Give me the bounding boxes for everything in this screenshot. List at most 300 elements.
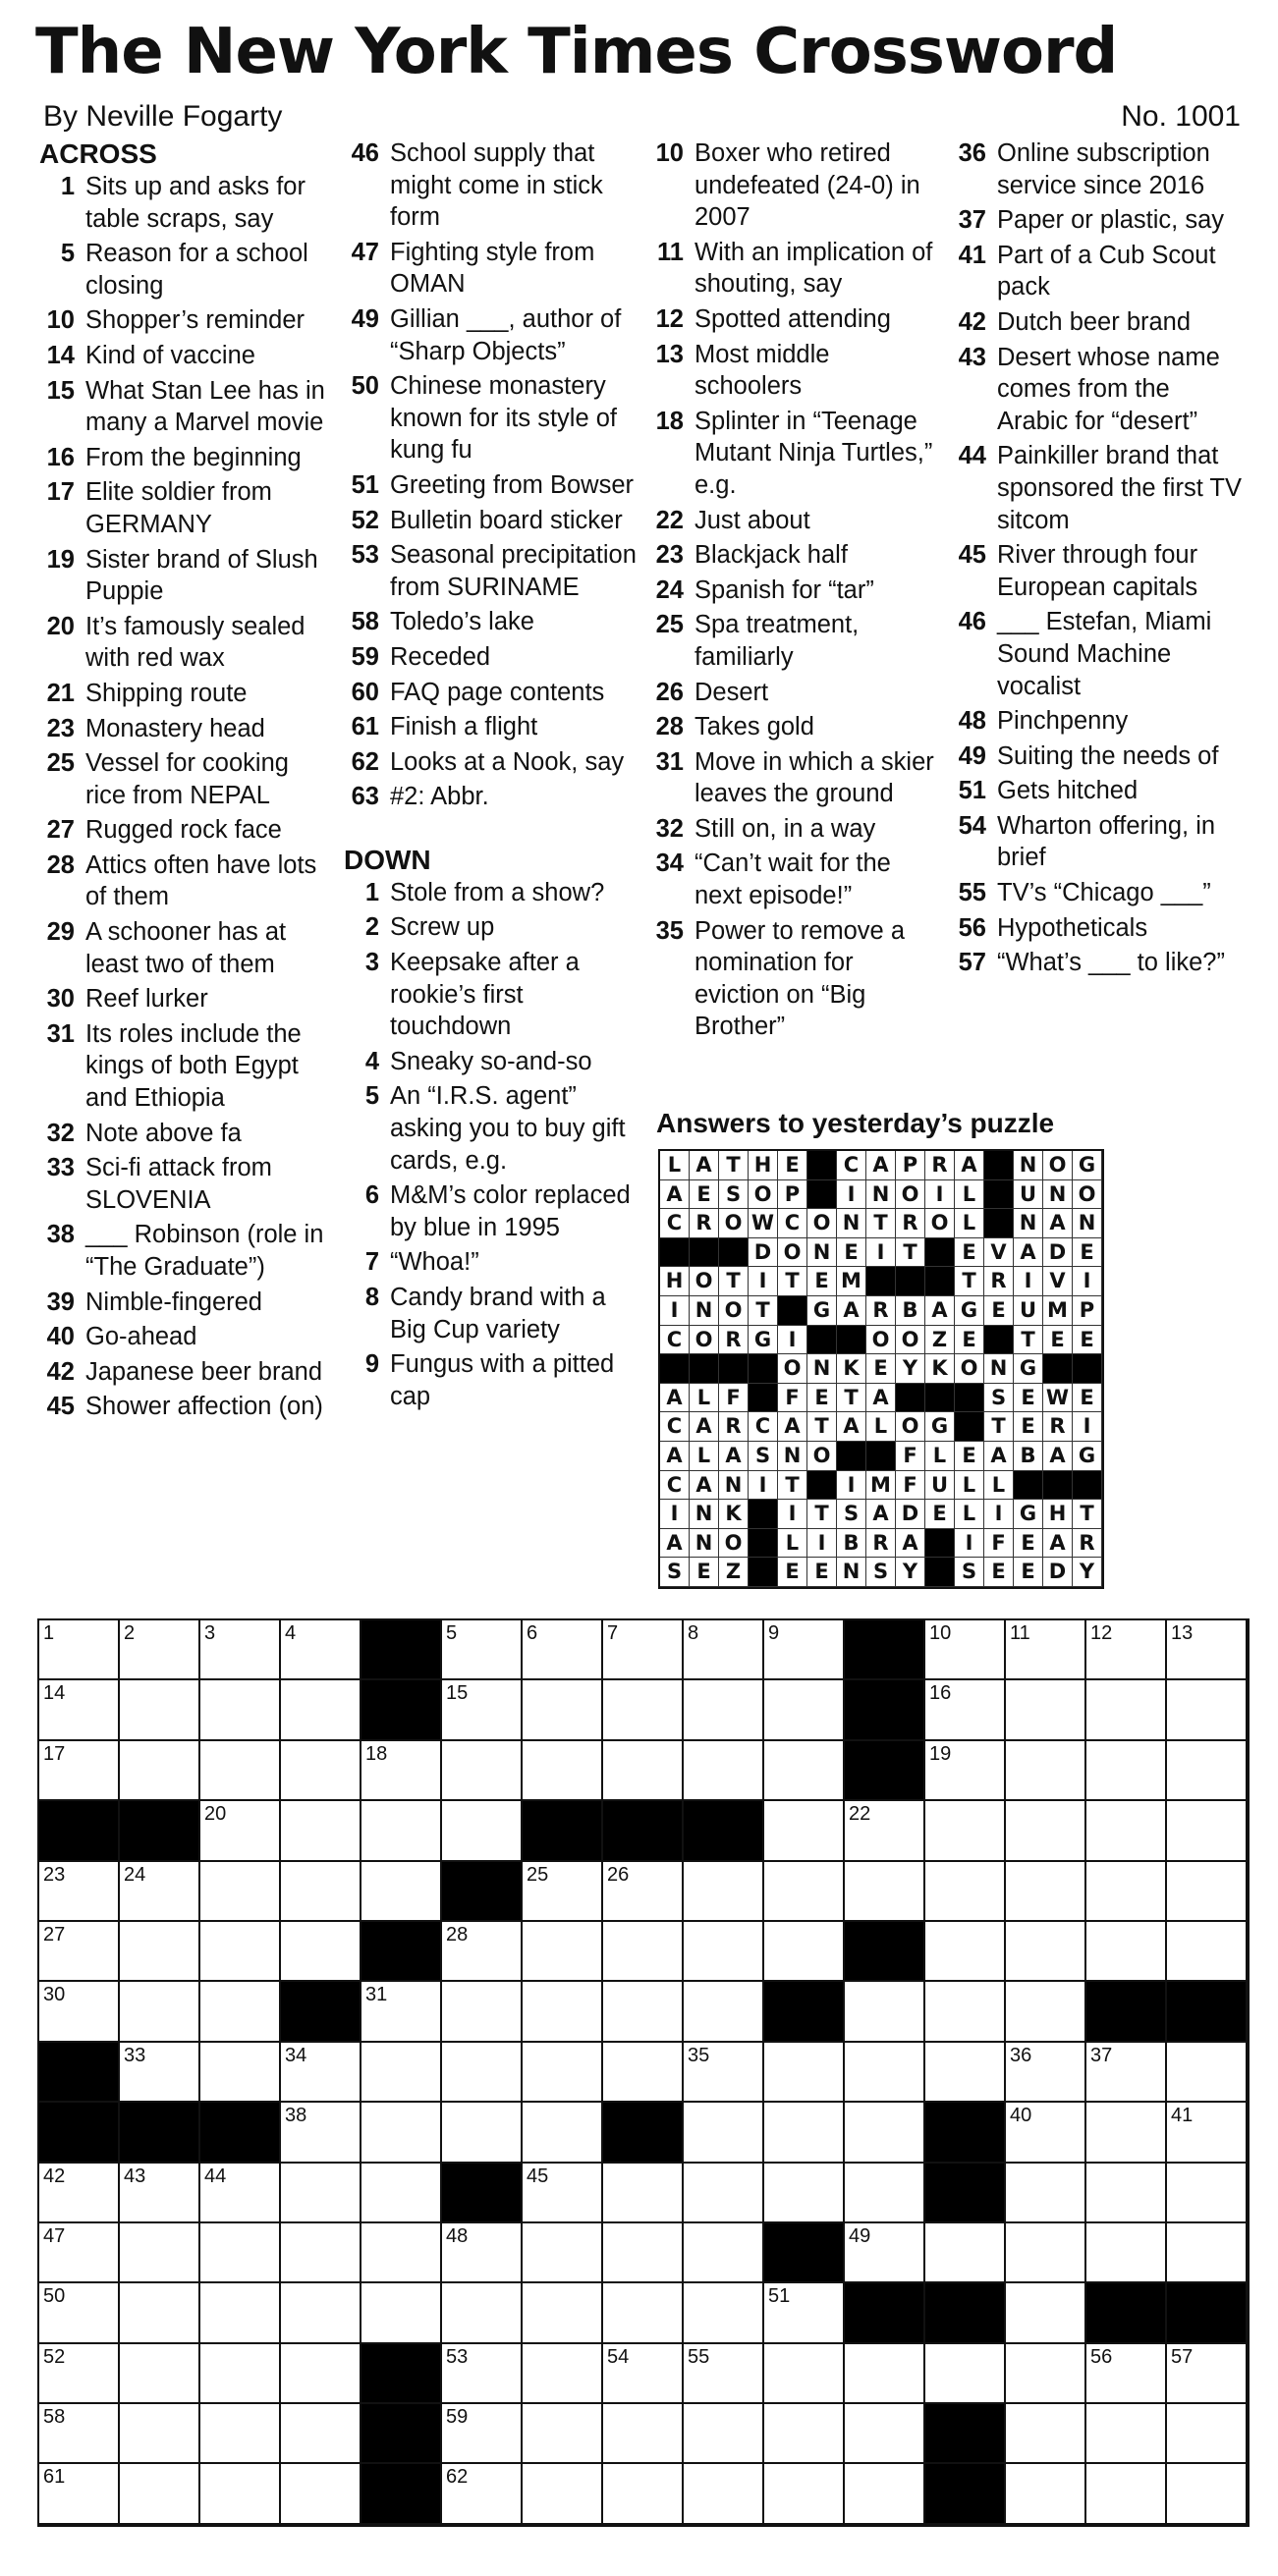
grid-cell[interactable] <box>684 2344 764 2404</box>
grid-cell[interactable] <box>120 1680 200 1740</box>
answer-letter: E <box>690 1558 719 1587</box>
answer-letter: E <box>984 1558 1014 1587</box>
clue-item[interactable] <box>951 204 1246 237</box>
grid-cell[interactable] <box>1086 2043 1167 2103</box>
grid-cell[interactable] <box>684 1741 764 1801</box>
grid-cell[interactable] <box>845 2043 925 2103</box>
clue-item[interactable] <box>344 1282 639 1345</box>
grid-cell[interactable] <box>442 1741 523 1801</box>
grid-cell[interactable] <box>1006 2344 1086 2404</box>
clue-item[interactable] <box>344 137 639 234</box>
clue-item[interactable] <box>39 171 334 235</box>
grid-cell[interactable] <box>764 2404 845 2464</box>
clue-item[interactable] <box>39 340 334 372</box>
grid-cell[interactable] <box>1086 2164 1167 2223</box>
grid-cell[interactable] <box>120 1982 200 2042</box>
clue-item[interactable] <box>344 1080 639 1177</box>
grid-cell[interactable] <box>1006 2283 1086 2343</box>
clue-item[interactable] <box>39 1321 334 1353</box>
clue-item[interactable] <box>39 1287 334 1319</box>
answer-letter: O <box>1043 1151 1073 1180</box>
clue-item[interactable] <box>39 1391 334 1423</box>
clue-item[interactable] <box>344 1246 639 1279</box>
grid-cell[interactable] <box>200 1862 281 1922</box>
grid-cell[interactable] <box>684 2223 764 2283</box>
clue-item[interactable] <box>344 677 639 709</box>
answer-letter: N <box>1014 1209 1043 1238</box>
grid-cell[interactable] <box>1086 2404 1167 2464</box>
grid-cell[interactable] <box>1167 1922 1248 1982</box>
grid-cell[interactable] <box>200 2164 281 2223</box>
clue-item[interactable] <box>344 469 639 502</box>
grid-cell[interactable] <box>1167 2164 1248 2223</box>
clue-item[interactable] <box>951 240 1246 303</box>
clue-item[interactable] <box>648 915 943 1043</box>
grid-cell[interactable] <box>281 1741 361 1801</box>
grid-cell[interactable] <box>200 1982 281 2042</box>
grid-cell[interactable] <box>523 1862 603 1922</box>
grid-cell[interactable] <box>361 1862 442 1922</box>
grid-cell[interactable] <box>39 2164 120 2223</box>
grid-cell[interactable] <box>39 2283 120 2343</box>
grid-cell[interactable] <box>120 1922 200 1982</box>
grid-cell[interactable] <box>1086 1801 1167 1861</box>
clue-number: 14 <box>46 341 75 369</box>
grid-cell[interactable] <box>281 2164 361 2223</box>
clue-item[interactable] <box>648 813 943 846</box>
cell-number: 51 <box>768 2285 791 2308</box>
grid-cell[interactable] <box>764 1862 845 1922</box>
grid-cell[interactable] <box>1086 1741 1167 1801</box>
grid-cell[interactable] <box>442 2404 523 2464</box>
grid-cell[interactable] <box>120 1862 200 1922</box>
answer-letter: E <box>1073 1238 1102 1268</box>
grid-cell[interactable] <box>845 2164 925 2223</box>
grid-cell[interactable] <box>523 2223 603 2283</box>
grid-cell[interactable] <box>200 1922 281 1982</box>
clue-item[interactable] <box>951 947 1246 979</box>
grid-cell[interactable] <box>1167 2464 1248 2524</box>
clue-item[interactable] <box>39 304 334 337</box>
grid-cell[interactable] <box>39 1620 120 1680</box>
clue-item[interactable] <box>951 539 1246 603</box>
grid-cell[interactable] <box>120 2464 200 2524</box>
grid-cell[interactable] <box>39 1982 120 2042</box>
grid-cell[interactable] <box>845 2344 925 2404</box>
clue-item[interactable] <box>39 238 334 301</box>
clue-item[interactable] <box>39 1219 334 1283</box>
grid-cell[interactable] <box>845 1982 925 2042</box>
grid-cell[interactable] <box>603 2164 684 2223</box>
grid-cell[interactable] <box>684 1680 764 1740</box>
clue-item[interactable] <box>951 775 1246 807</box>
grid-cell[interactable] <box>361 2043 442 2103</box>
grid-cell[interactable] <box>120 2344 200 2404</box>
grid-cell[interactable] <box>1167 2043 1248 2103</box>
grid-cell[interactable] <box>1086 1620 1167 1680</box>
grid-cell[interactable] <box>1086 1680 1167 1740</box>
clue-item[interactable] <box>39 544 334 608</box>
clue-item[interactable] <box>344 1348 639 1412</box>
grid-cell[interactable] <box>200 1801 281 1861</box>
clue-item[interactable] <box>951 877 1246 909</box>
grid-cell[interactable] <box>684 1982 764 2042</box>
grid-cell[interactable] <box>1006 2043 1086 2103</box>
grid-cell[interactable] <box>603 1620 684 1680</box>
grid-cell[interactable] <box>39 1741 120 1801</box>
grid-cell[interactable] <box>442 1922 523 1982</box>
grid-cell[interactable] <box>1006 1922 1086 1982</box>
clue-item[interactable] <box>951 306 1246 339</box>
answer-letter: Z <box>719 1558 749 1587</box>
grid-cell[interactable] <box>120 2223 200 2283</box>
grid-cell[interactable] <box>684 2464 764 2524</box>
grid-cell[interactable] <box>442 2223 523 2283</box>
grid-cell[interactable] <box>684 2283 764 2343</box>
grid-cell[interactable] <box>603 2223 684 2283</box>
clue-number: 63 <box>351 783 379 811</box>
grid-cell[interactable] <box>925 1862 1006 1922</box>
grid-cell[interactable] <box>523 2103 603 2163</box>
grid-cell[interactable] <box>120 1620 200 1680</box>
clue-item[interactable] <box>39 1018 334 1115</box>
grid-cell[interactable] <box>523 2283 603 2343</box>
grid-cell[interactable] <box>603 1862 684 1922</box>
clue-item[interactable] <box>951 342 1246 438</box>
grid-cell[interactable] <box>1167 1801 1248 1861</box>
clue-item[interactable] <box>39 1356 334 1389</box>
grid-cell[interactable] <box>200 2043 281 2103</box>
grid-cell[interactable] <box>361 2283 442 2343</box>
grid-cell[interactable] <box>120 2164 200 2223</box>
grid-cell[interactable] <box>603 2043 684 2103</box>
clue-item[interactable] <box>39 1118 334 1150</box>
grid-cell[interactable] <box>1006 2103 1086 2163</box>
answer-letter: T <box>1073 1500 1102 1529</box>
grid-cell[interactable] <box>523 1680 603 1740</box>
clue-item[interactable] <box>344 606 639 638</box>
grid-cell[interactable] <box>39 2344 120 2404</box>
grid-cell[interactable] <box>684 1922 764 1982</box>
grid-cell[interactable] <box>925 2344 1006 2404</box>
grid-cell[interactable] <box>523 1982 603 2042</box>
grid-cell[interactable] <box>1167 1862 1248 1922</box>
grid-cell[interactable] <box>39 2223 120 2283</box>
grid-cell[interactable] <box>1006 1741 1086 1801</box>
grid-cell[interactable] <box>39 1922 120 1982</box>
clue-number: 62 <box>351 747 379 776</box>
grid-cell[interactable] <box>603 1680 684 1740</box>
grid-cell[interactable] <box>764 1680 845 1740</box>
clue-item[interactable] <box>951 912 1246 945</box>
grid-cell[interactable] <box>200 1620 281 1680</box>
grid-cell[interactable] <box>684 2043 764 2103</box>
grid-cell[interactable] <box>603 2283 684 2343</box>
grid-cell[interactable] <box>523 1922 603 1982</box>
grid-cell[interactable] <box>523 1620 603 1680</box>
grid-cell[interactable] <box>1006 1620 1086 1680</box>
answer-letter: I <box>778 1500 807 1529</box>
grid-cell[interactable] <box>120 2404 200 2464</box>
grid-cell[interactable] <box>281 2344 361 2404</box>
grid-cell[interactable] <box>925 2043 1006 2103</box>
grid-cell[interactable] <box>764 2164 845 2223</box>
grid-cell[interactable] <box>523 2464 603 2524</box>
clue-item[interactable] <box>39 678 334 710</box>
grid-cell[interactable] <box>845 2223 925 2283</box>
grid-cell[interactable] <box>442 1982 523 2042</box>
grid-cell[interactable] <box>1086 2344 1167 2404</box>
grid-cell[interactable] <box>39 1680 120 1740</box>
clue-number: 15 <box>46 376 75 405</box>
grid-cell[interactable] <box>523 2043 603 2103</box>
grid-cell[interactable] <box>281 1620 361 1680</box>
clue-item[interactable] <box>39 850 334 913</box>
grid-cell[interactable] <box>764 2103 845 2163</box>
clue-item[interactable] <box>344 781 639 813</box>
grid-cell[interactable] <box>1006 1982 1086 2042</box>
grid-cell[interactable] <box>39 2404 120 2464</box>
clue-item[interactable] <box>39 1152 334 1216</box>
grid-cell[interactable] <box>925 1680 1006 1740</box>
grid-cell[interactable] <box>442 1680 523 1740</box>
grid-cell[interactable] <box>1167 2344 1248 2404</box>
grid-cell[interactable] <box>200 2344 281 2404</box>
grid-cell[interactable] <box>281 1680 361 1740</box>
grid-cell[interactable] <box>764 1741 845 1801</box>
grid-cell[interactable] <box>1086 1862 1167 1922</box>
clue-text: “Can’t wait for the next episode!” <box>695 850 891 910</box>
clue-number: 2 <box>364 913 379 942</box>
clue-item[interactable] <box>39 476 334 540</box>
clue-item[interactable] <box>344 877 639 909</box>
grid-cell[interactable] <box>603 2404 684 2464</box>
grid-cell[interactable] <box>200 2464 281 2524</box>
grid-cell[interactable] <box>925 1741 1006 1801</box>
grid-cell[interactable] <box>361 1741 442 1801</box>
clue-item[interactable] <box>648 137 943 234</box>
grid-cell[interactable] <box>925 1620 1006 1680</box>
grid-cell[interactable] <box>1167 1741 1248 1801</box>
clue-item[interactable] <box>344 746 639 779</box>
answer-letter: E <box>955 1442 984 1471</box>
clue-item[interactable] <box>344 237 639 301</box>
grid-cell[interactable] <box>200 2223 281 2283</box>
grid-cell[interactable] <box>442 2043 523 2103</box>
grid-cell[interactable] <box>764 1922 845 1982</box>
grid-cell[interactable] <box>442 2283 523 2343</box>
grid-cell[interactable] <box>1086 1922 1167 1982</box>
grid-cell[interactable] <box>281 2283 361 2343</box>
clue-item[interactable] <box>344 947 639 1043</box>
grid-cell[interactable] <box>1086 2223 1167 2283</box>
grid-cell[interactable] <box>281 1862 361 1922</box>
grid-cell[interactable] <box>200 1741 281 1801</box>
answer-letter: L <box>955 1180 984 1210</box>
grid-cell[interactable] <box>523 2164 603 2223</box>
grid-cell[interactable] <box>200 1680 281 1740</box>
clue-number: 17 <box>46 478 75 507</box>
grid-cell[interactable] <box>442 2344 523 2404</box>
clue-item[interactable] <box>344 1046 639 1078</box>
clue-item[interactable] <box>648 539 943 572</box>
clue-item[interactable] <box>648 303 943 336</box>
grid-cell[interactable] <box>603 2464 684 2524</box>
clue-text: Fungus with a pitted cap <box>390 1350 615 1410</box>
clue-item[interactable] <box>951 705 1246 738</box>
grid-cell[interactable] <box>1167 1620 1248 1680</box>
clue-item[interactable] <box>648 711 943 743</box>
grid-cell[interactable] <box>1167 2404 1248 2464</box>
grid-cell[interactable] <box>925 2223 1006 2283</box>
grid-cell[interactable] <box>442 2103 523 2163</box>
grid-cell[interactable] <box>361 2103 442 2163</box>
answer-letter: T <box>984 1412 1014 1442</box>
grid-cell[interactable] <box>684 2103 764 2163</box>
grid-cell[interactable] <box>281 2223 361 2283</box>
grid-cell[interactable] <box>200 2283 281 2343</box>
crossword-grid <box>37 1618 1250 2527</box>
grid-cell[interactable] <box>1006 2164 1086 2223</box>
answer-letter: W <box>1043 1384 1073 1413</box>
grid-cell[interactable] <box>120 1741 200 1801</box>
clue-item[interactable] <box>648 237 943 301</box>
clue-item[interactable] <box>344 711 639 743</box>
grid-cell[interactable] <box>925 1801 1006 1861</box>
grid-cell[interactable] <box>281 1801 361 1861</box>
grid-cell[interactable] <box>39 1862 120 1922</box>
clue-item[interactable] <box>648 339 943 403</box>
clue-item[interactable] <box>344 539 639 603</box>
grid-cell[interactable] <box>1006 1680 1086 1740</box>
grid-cell[interactable] <box>1006 1801 1086 1861</box>
grid-cell[interactable] <box>845 1862 925 1922</box>
grid-cell[interactable] <box>764 2043 845 2103</box>
grid-cell[interactable] <box>1086 2464 1167 2524</box>
grid-cell[interactable] <box>39 2464 120 2524</box>
clue-item[interactable] <box>951 440 1246 536</box>
clue-item[interactable] <box>39 611 334 675</box>
grid-cell[interactable] <box>925 1922 1006 1982</box>
grid-cell[interactable] <box>684 1862 764 1922</box>
grid-cell[interactable] <box>1167 1680 1248 1740</box>
clue-item[interactable] <box>648 848 943 911</box>
clue-number: 38 <box>46 1221 75 1249</box>
grid-cell[interactable] <box>523 2344 603 2404</box>
answer-letter: K <box>925 1354 955 1384</box>
clue-number: 45 <box>46 1393 75 1421</box>
grid-cell[interactable] <box>281 2464 361 2524</box>
clue-item[interactable] <box>648 677 943 709</box>
clue-item[interactable] <box>648 575 943 607</box>
clue-item[interactable] <box>648 746 943 810</box>
clue-item[interactable] <box>648 406 943 502</box>
clue-item[interactable] <box>39 916 334 980</box>
clue-item[interactable] <box>648 505 943 537</box>
grid-cell[interactable] <box>603 1982 684 2042</box>
grid-cell[interactable] <box>361 1982 442 2042</box>
grid-cell[interactable] <box>1006 2404 1086 2464</box>
grid-cell[interactable] <box>764 1801 845 1861</box>
clue-item[interactable] <box>648 609 943 673</box>
grid-cell[interactable] <box>1167 2103 1248 2163</box>
grid-cell[interactable] <box>281 2404 361 2464</box>
grid-cell[interactable] <box>120 2283 200 2343</box>
grid-cell[interactable] <box>764 2283 845 2343</box>
answer-letter: A <box>778 1412 807 1442</box>
clue-item[interactable] <box>951 740 1246 773</box>
clue-item[interactable] <box>951 137 1246 201</box>
grid-cell[interactable] <box>442 2464 523 2524</box>
clue-number: 52 <box>351 506 379 534</box>
grid-cell[interactable] <box>845 1801 925 1861</box>
grid-cell[interactable] <box>523 1741 603 1801</box>
clue-item[interactable] <box>39 442 334 474</box>
clue-item[interactable] <box>344 641 639 674</box>
grid-cell[interactable] <box>845 2404 925 2464</box>
clue-item[interactable] <box>344 303 639 367</box>
grid-cell[interactable] <box>281 1922 361 1982</box>
clue-item[interactable] <box>39 814 334 847</box>
grid-cell[interactable] <box>925 1982 1006 2042</box>
clue-item[interactable] <box>344 1179 639 1243</box>
grid-cell[interactable] <box>603 1922 684 1982</box>
clue-item[interactable] <box>344 505 639 537</box>
grid-cell[interactable] <box>442 1620 523 1680</box>
answer-letter: I <box>807 1529 837 1559</box>
grid-cell[interactable] <box>1086 2103 1167 2163</box>
clue-number: 34 <box>655 850 684 878</box>
grid-cell[interactable] <box>361 2223 442 2283</box>
grid-cell[interactable] <box>845 2103 925 2163</box>
grid-cell[interactable] <box>523 2404 603 2464</box>
grid-cell[interactable] <box>1006 2223 1086 2283</box>
grid-cell[interactable] <box>603 2344 684 2404</box>
clue-item[interactable] <box>39 747 334 811</box>
clue-item[interactable] <box>951 606 1246 702</box>
grid-cell[interactable] <box>281 2103 361 2163</box>
clue-number: 18 <box>655 407 684 435</box>
clue-item[interactable] <box>951 810 1246 874</box>
grid-cell[interactable] <box>1006 2464 1086 2524</box>
grid-cell[interactable] <box>361 1801 442 1861</box>
clue-item[interactable] <box>344 911 639 944</box>
grid-cell[interactable] <box>200 2404 281 2464</box>
grid-cell[interactable] <box>684 2404 764 2464</box>
cell-number: 62 <box>446 2466 469 2489</box>
black-square <box>925 2404 1006 2464</box>
clue-item[interactable] <box>344 370 639 466</box>
grid-cell[interactable] <box>684 2164 764 2223</box>
grid-cell[interactable] <box>1006 1862 1086 1922</box>
grid-cell[interactable] <box>764 2344 845 2404</box>
answer-black-square <box>984 1180 1014 1210</box>
grid-cell[interactable] <box>442 1801 523 1861</box>
grid-cell[interactable] <box>603 1741 684 1801</box>
grid-cell[interactable] <box>845 2464 925 2524</box>
answer-letter: N <box>837 1209 866 1238</box>
grid-cell[interactable] <box>764 2464 845 2524</box>
grid-cell[interactable] <box>764 1620 845 1680</box>
clue-item[interactable] <box>39 375 334 439</box>
clue-item[interactable] <box>39 713 334 745</box>
clue-item[interactable] <box>39 983 334 1015</box>
grid-cell[interactable] <box>120 2043 200 2103</box>
grid-cell[interactable] <box>684 1620 764 1680</box>
grid-cell[interactable] <box>1167 2223 1248 2283</box>
grid-cell[interactable] <box>361 2164 442 2223</box>
grid-cell[interactable] <box>281 2043 361 2103</box>
